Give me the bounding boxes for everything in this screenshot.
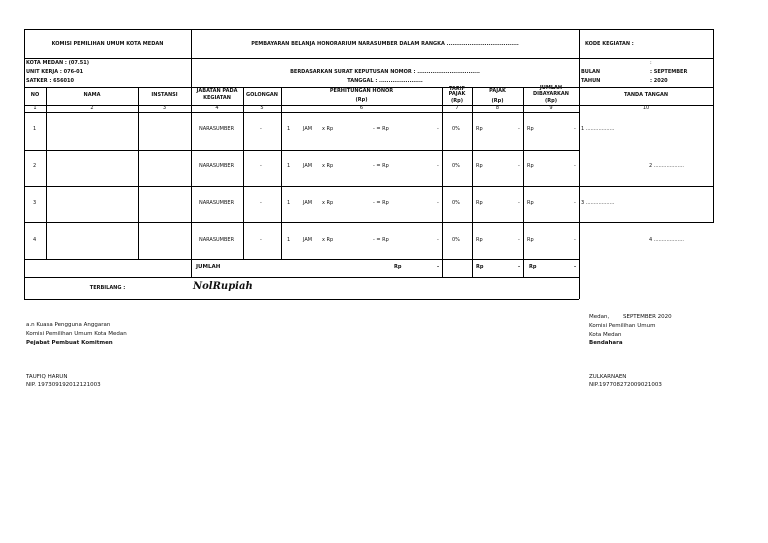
row-pajak-rp: Rp (476, 163, 483, 169)
row-no: 1 (33, 126, 37, 132)
row-jml-rp: Rp (527, 163, 534, 169)
row-jabatan: NARASUMBER (199, 126, 235, 132)
row-unit: JAM (303, 237, 313, 243)
col-number: 1 (33, 105, 37, 111)
left-sign-nip: NIP. 197309192012121003 (26, 382, 101, 388)
col-number: 8 (495, 105, 500, 111)
col-number: 7 (455, 105, 459, 111)
grid-line (24, 299, 579, 300)
total-jml-rp: Rp (529, 264, 537, 270)
row-x-rp: x Rp (322, 126, 334, 132)
col-header-jabatan-2: KEGIATAN (203, 95, 231, 101)
terbilang-value: NolRupiah (193, 281, 253, 292)
col-header-nama: NAMA (83, 92, 101, 98)
row-pajak-dash: - (518, 237, 520, 243)
row-no: 4 (33, 237, 37, 243)
kode-colon: : (650, 60, 652, 66)
row-tarif: 0% (452, 200, 460, 206)
row-tarif: 0% (452, 126, 460, 132)
row-jml-dash: - (574, 163, 576, 169)
jumlah-label: JUMLAH (196, 264, 221, 270)
row-unit: JAM (303, 126, 313, 132)
left-sign-name: TAUFIQ HARUN (26, 374, 68, 380)
header-center-title: PEMBAYARAN BELANJA HONORARIUM NARASUMBER DALAM RANGKA ...................................... (251, 41, 519, 47)
row-golongan: - (260, 163, 262, 169)
row-qty: 1 (287, 126, 291, 132)
col-number: 3 (162, 105, 167, 111)
right-sign-city: Medan, (589, 314, 610, 320)
grid-line (24, 29, 714, 30)
total-honor-rp: Rp (394, 264, 402, 270)
terbilang-label: TERBILANG : (89, 285, 126, 291)
col-header-no: NO (30, 92, 40, 98)
grid-line (713, 29, 714, 222)
grid-line (24, 150, 579, 151)
row-dash-eq: - = Rp (373, 237, 389, 243)
row-pajak-rp: Rp (476, 200, 483, 206)
col-number: 5 (260, 105, 264, 111)
row-x-rp: x Rp (322, 237, 334, 243)
bulan-label: BULAN (581, 69, 601, 75)
header-left-title: KOMISI PEMILIHAN UMUM KOTA MEDAN (51, 41, 164, 47)
kota-label: KOTA MEDAN : (07.51) (26, 60, 89, 66)
grid-line (472, 87, 473, 277)
row-tarif: 0% (452, 237, 460, 243)
col-header-jumlah-3: (Rp) (545, 98, 557, 104)
grid-line (24, 29, 25, 299)
row-sign: 4 ................... (649, 237, 684, 243)
total-pajak-rp: Rp (476, 264, 484, 270)
left-sign-role: Pejabat Pembuat Komitmen (26, 340, 113, 346)
row-jml-dash: - (574, 237, 576, 243)
left-sign-line1: a.n Kuasa Pengguna Anggaran (26, 322, 111, 328)
row-dash-eq: - = Rp (373, 163, 389, 169)
tahun-label: TAHUN (581, 78, 601, 84)
right-sign-line2: Komisi Pemilihan Umum (589, 323, 656, 329)
right-sign-name: ZULKARNAEN (589, 374, 627, 380)
row-after: - (437, 126, 439, 132)
grid-line (579, 29, 580, 299)
row-jabatan: NARASUMBER (199, 200, 235, 206)
row-pajak-dash: - (518, 200, 520, 206)
col-header-jumlah-2: DIBAYARKAN (532, 91, 569, 97)
col-number: 10 (642, 105, 650, 111)
grid-line (24, 259, 579, 260)
grid-line (138, 87, 139, 259)
row-after: - (437, 163, 439, 169)
row-qty: 1 (287, 163, 291, 169)
row-jml-rp: Rp (527, 237, 534, 243)
row-golongan: - (260, 200, 262, 206)
satker-label: SATKER : 656010 (26, 78, 74, 84)
row-no: 2 (33, 163, 37, 169)
col-header-jabatan-1: JABATAN PADA (196, 88, 238, 94)
sk-line: BERDASARKAN SURAT KEPUTUSAN NOMOR : ................................. (290, 69, 480, 75)
col-header-golongan: GOLONGAN (246, 92, 278, 98)
row-no: 3 (33, 200, 37, 206)
col-header-tarif-3: (Rp) (451, 98, 463, 104)
right-sign-date: SEPTEMBER 2020 (623, 314, 672, 320)
col-header-pajak-2: (Rp) (491, 98, 504, 104)
row-after: - (437, 200, 439, 206)
left-sign-line2: Komisi Pemilihan Umum Kota Medan (26, 331, 127, 337)
grid-line (191, 87, 192, 277)
row-pajak-rp: Rp (476, 126, 483, 132)
row-jml-rp: Rp (527, 200, 534, 206)
row-golongan: - (260, 237, 262, 243)
grid-line (24, 222, 714, 223)
row-qty: 1 (287, 237, 291, 243)
row-pajak-dash: - (518, 163, 520, 169)
grid-line (24, 277, 579, 278)
row-x-rp: x Rp (322, 163, 334, 169)
right-sign-nip: NIP.197708272009021003 (589, 382, 662, 388)
col-number: 9 (549, 105, 553, 111)
col-header-perhitungan-2: (Rp) (355, 97, 368, 103)
row-x-rp: x Rp (322, 200, 334, 206)
col-header-tarif-2: PAJAK (448, 91, 466, 97)
row-unit: JAM (303, 200, 313, 206)
col-number: 6 (359, 105, 364, 111)
row-pajak-dash: - (518, 126, 520, 132)
tahun-value: : 2020 (650, 78, 668, 84)
col-header-instansi: INSTANSI (151, 92, 178, 98)
grid-line (46, 87, 47, 259)
grid-line (281, 87, 282, 259)
grid-line (523, 87, 524, 277)
row-jabatan: NARASUMBER (199, 163, 235, 169)
col-number: 4 (215, 105, 219, 111)
row-golongan: - (260, 126, 262, 132)
row-unit: JAM (303, 163, 313, 169)
total-honor-dash: - (437, 264, 440, 270)
total-jml-dash: - (574, 264, 577, 270)
right-sign-line3: Kota Medan (589, 332, 622, 338)
kode-kegiatan-label: KODE KEGIATAN : (585, 41, 634, 47)
row-dash-eq: - = Rp (373, 126, 389, 132)
right-sign-role: Bendahara (589, 340, 623, 346)
grid-line (243, 87, 244, 259)
row-after: - (437, 237, 439, 243)
row-jabatan: NARASUMBER (199, 237, 235, 243)
row-jml-dash: - (574, 200, 576, 206)
row-sign: 3 .................. (581, 200, 615, 206)
grid-line (24, 186, 714, 187)
unit-kerja-label: UNIT KERJA : 076-01 (26, 69, 84, 75)
row-jml-rp: Rp (527, 126, 534, 132)
col-header-ttd: TANDA TANGAN (623, 92, 669, 98)
row-pajak-rp: Rp (476, 237, 483, 243)
col-header-perhitungan-1: PERHITUNGAN HONOR (329, 88, 394, 94)
total-pajak-dash: - (518, 264, 521, 270)
grid-line (24, 112, 579, 113)
grid-line (442, 87, 443, 277)
row-sign: 1 .................. (581, 126, 615, 132)
row-qty: 1 (287, 200, 291, 206)
grid-line (24, 58, 714, 59)
col-header-jumlah-1: JUMLAH (539, 85, 563, 91)
col-number: 2 (90, 105, 94, 111)
row-tarif: 0% (452, 163, 460, 169)
tanggal-line: TANGGAL : ....................... (347, 78, 423, 84)
row-sign: 2 ................... (649, 163, 684, 169)
col-header-tarif-1: TARIF (448, 86, 466, 92)
col-header-pajak-1: PAJAK (489, 88, 506, 94)
row-jml-dash: - (574, 126, 576, 132)
bulan-value: : SEPTEMBER (650, 69, 688, 75)
row-dash-eq: - = Rp (373, 200, 389, 206)
